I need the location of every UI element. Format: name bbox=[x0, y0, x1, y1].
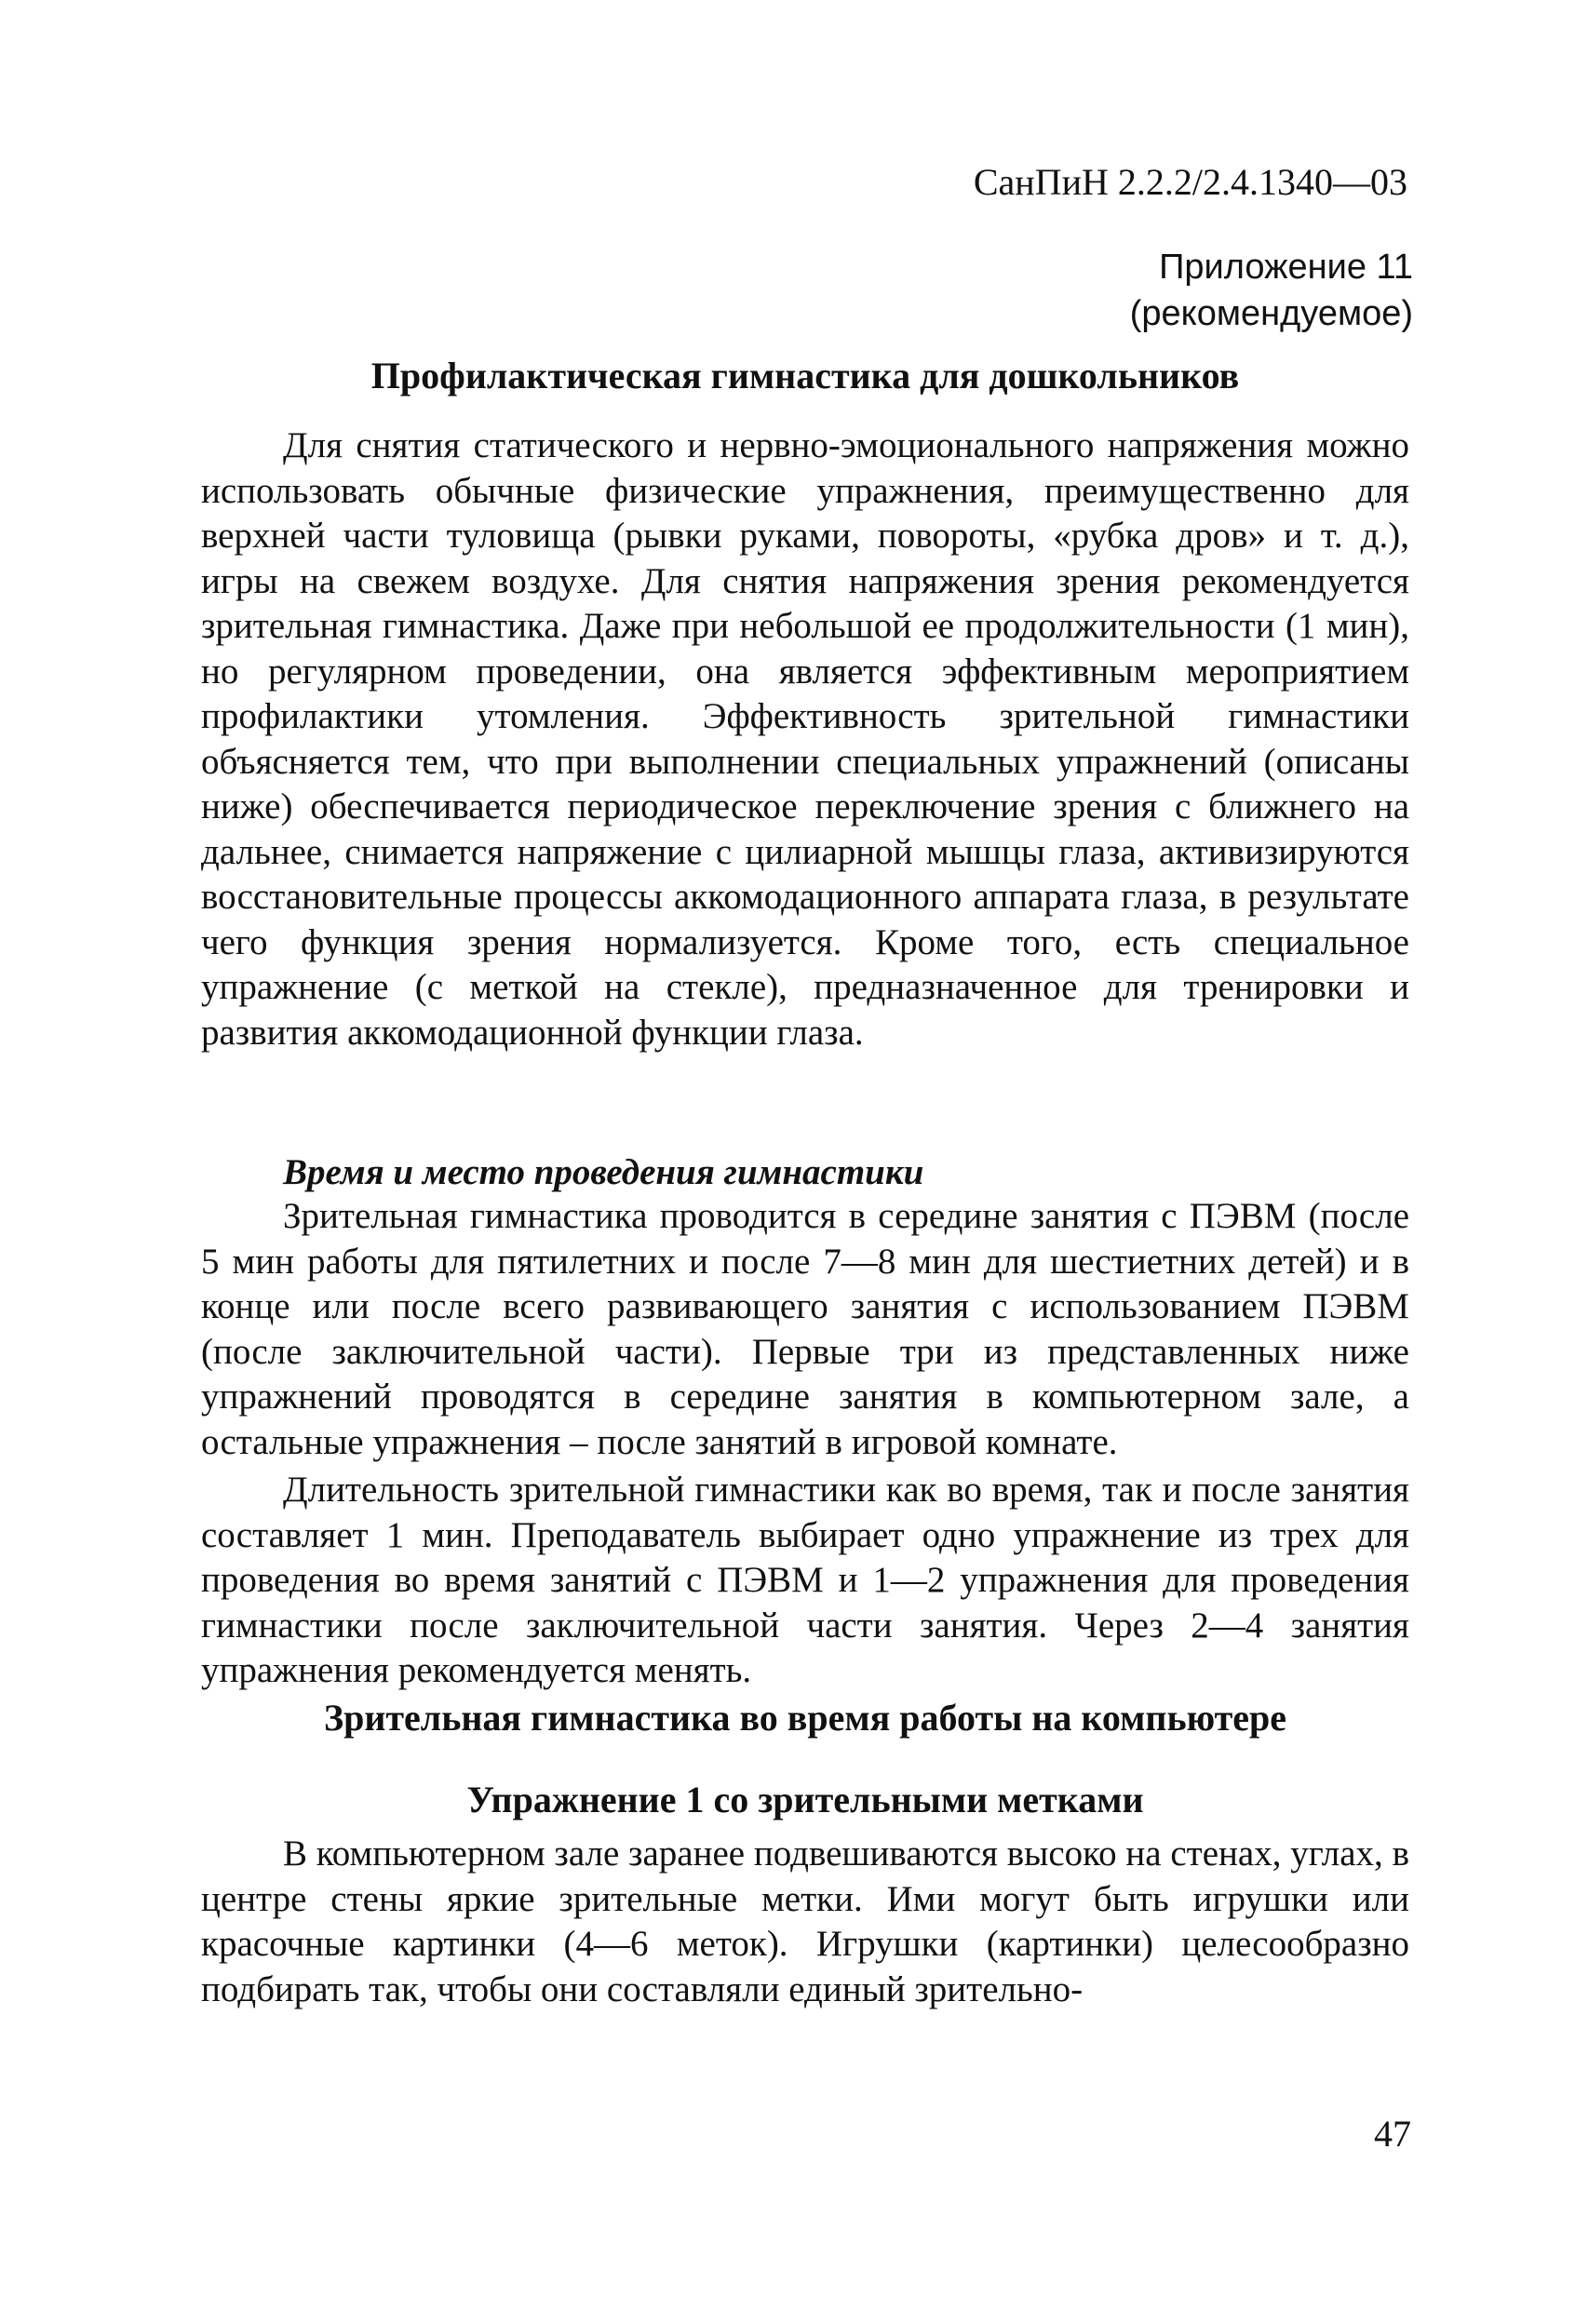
exercise-1-paragraph: В компьютерном зале заранее подвешиваются высоко на стенах, углах, в центре стены яркие зрительные метки. Ими могут быть игрушки или красочные картинки (4—6 меток). Игрушки (картинки) целесообразно подбирать так, чтобы они составляли единый зрительно- bbox=[201, 1834, 1409, 2009]
document-code: СанПиН 2.2.2/2.4.1340—03 bbox=[973, 161, 1407, 203]
appendix-block bbox=[1130, 244, 1413, 337]
appendix-note: (рекомендуемое) bbox=[1129, 294, 1413, 333]
intro-paragraph: Для снятия статического и нервно-эмоционального напряжения можно использовать обычные физические упражнения, преимущественно для верхней части туловища (рывки руками, повороты, «рубка дров» и т. д.), игры на свежем воздухе. Для снятия напряжения зрения рекомендуется зрительная гимнастика. Даже при небольшой ее продолжительности (1 мин), но регулярном проведении, она является эффективным мероприятием профилактики утомления. Эффективность зрительной гимнастики объясняется тем, что при выполнении специальных упражнений (описаны ниже) обеспечивается периодическое переключение зрения с ближнего на дальнее, снимается напряжение с цилиарной мышцы глаза, активизируются восстановительные процессы аккомодационного аппарата глаза, в результате чего функция зрения нормализуется. Кроме того, есть специальное упражнение (с меткой на стекле), предназначенное для тренировки и развития аккомодационной функции глаза. bbox=[201, 425, 1409, 1053]
subtitle-computer-gymnastics: Зрительная гимнастика во время работы на компьютере bbox=[323, 1697, 1287, 1739]
appendix-label: Приложение 11 bbox=[1159, 248, 1413, 287]
main-title: Профилактическая гимнастика для дошкольников bbox=[370, 355, 1240, 396]
time-place-paragraph-2: Длительность зрительной гимнастики как во время, так и после занятия составляет 1 мин. Преподаватель выбирает одно упражнение из трех для проведения во время занятий с ПЭВМ и 1—2 упражнения для проведения гимнастики после заключительной части занятия. Через 2—4 занятия упражнения рекомендуется менять. bbox=[201, 1470, 1409, 1690]
page-number: 47 bbox=[1374, 2113, 1411, 2155]
section-heading-time-place: Время и место проведения гимнастики bbox=[283, 1152, 924, 1192]
time-place-paragraph-1: Зрительная гимнастика проводится в середине занятия с ПЭВМ (после 5 мин работы для пятилетних и после 7—8 мин для шестиетних детей) и в конце или после всего развивающего занятия с использованием ПЭВМ (после заключительной части). Первые три из представленных ниже упражнений проводятся в середине занятия в компьютерном зале, а остальные упражнения – после занятий в игровой комнате. bbox=[201, 1196, 1409, 1462]
subtitle-exercise-1: Упражнение 1 со зрительными метками bbox=[466, 1779, 1144, 1820]
